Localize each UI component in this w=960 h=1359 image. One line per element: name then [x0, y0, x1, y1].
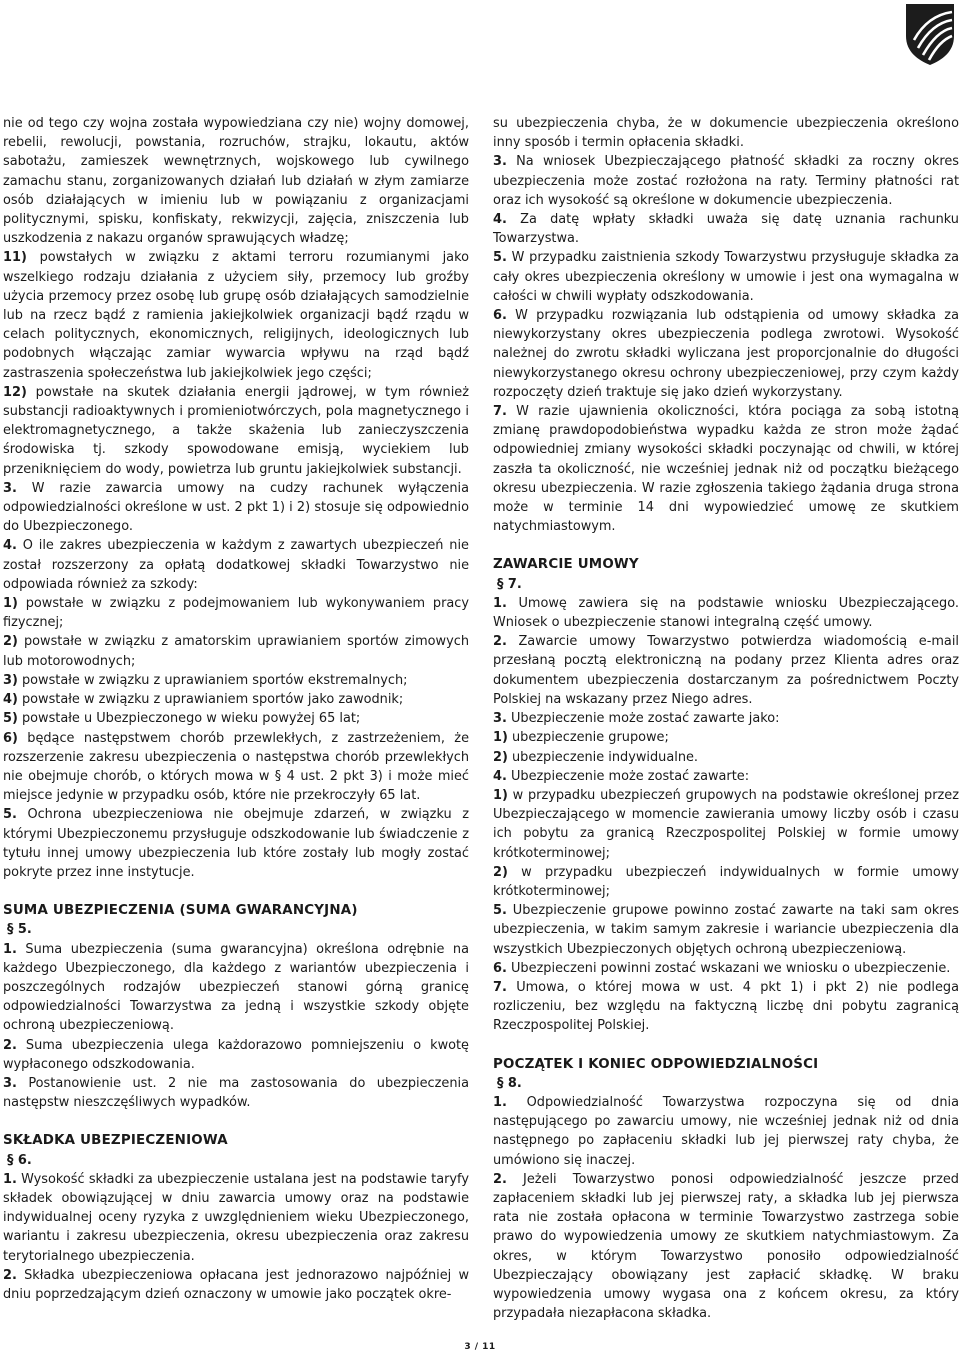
clause-number: 7.: [493, 979, 507, 995]
clause-text: Za datę wpłaty składki uważa się datę uznania rachunku Towarzystwa.: [493, 212, 959, 247]
clause-paragraph: [3, 536, 469, 594]
clause-number: 5.: [3, 807, 17, 823]
clause-paragraph: [3, 671, 469, 690]
clause-paragraph: [3, 479, 469, 537]
clause-text: nie od tego czy wojna została wypowiedziana czy nie) wojny domowej, rebelii, rewolucji, powstania, rozruchów, strajku, lokautu, aktów sabotażu, zamieszek wewnętrznych, wojskowego lub cywilnego zamachu stanu, zorganizowanych działań lub działań w złym zamiarze osób działających w imieniu lub w powiązaniu z organizacjami politycznymi, spisku, konfiskaty, rekwizycji, zajęcia, zniszczenia lub uszkodzenia z nakazu organów sprawujących władzę;: [3, 116, 469, 247]
clause-paragraph: [493, 709, 959, 728]
clause-paragraph: [3, 383, 469, 479]
clause-number: 3.: [493, 154, 507, 170]
clause-paragraph: [493, 978, 959, 1036]
clause-number: 4.: [493, 212, 507, 228]
page-number: 3 / 11: [464, 1342, 496, 1352]
clause-text: w przypadku ubezpieczeń indywidualnych w formie umowy krótkoterminowej;: [493, 864, 959, 899]
clause-text: Wysokość składki za ubezpieczenie ustalana jest na podstawie taryfy składek obowiązującej w dniu zawarcia umowy oraz na podstawie indywidualnej oceny ryzyka z uwzględnieniem wieku Ubezpieczonego, wariantu i zakresu ubezpieczenia, okresu ubezpieczenia oraz zakresu terytorialnego ubezpieczenia.: [3, 1171, 469, 1264]
clause-paragraph: [493, 748, 959, 767]
clause-text: ubezpieczenie grupowe;: [511, 730, 669, 746]
clause-paragraph: [3, 805, 469, 882]
clause-number: 6.: [493, 308, 507, 324]
clause-number: 6): [3, 730, 18, 746]
clause-paragraph: [493, 114, 959, 152]
clause-paragraph: [3, 114, 469, 248]
clause-number: 3.: [493, 711, 507, 727]
clause-number: 1): [493, 730, 508, 746]
clause-paragraph: [3, 632, 469, 670]
clause-paragraph: [493, 210, 959, 248]
clause-paragraph: [3, 690, 469, 709]
clause-paragraph: [493, 728, 959, 747]
clause-text: będące następstwem chorób przewlekłych, z zastrzeżeniem, że rozszerzenie zakresu ubezpieczenia o następstwa chorób przewlekłych nie obejmuje chorób, o których mowa w § 4 ust. 2 pkt 3) i może mieć miejsce jedynie w przypadku osób, które nie przekroczyły 65 lat.: [3, 730, 469, 804]
clause-number: 5.: [493, 250, 507, 266]
clause-text: W razie ujawnienia okoliczności, która pociąga za sobą istotną zmianę prawdopodobieństwa wypadku każda ze stron może żądać odpowiedniej zmiany wysokości składki poczynając od chwili, w której zaszła ta okoliczność, nie wcześniej jednak niż od początku bieżącego okresu ubezpieczenia. W razie zgłoszenia takiego żądania druga strona może w terminie 14 dni wypowiedzieć umowę ze skutkiem natychmiastowym.: [493, 404, 959, 535]
section-number: § 5.: [7, 922, 32, 938]
clause-paragraph: [493, 152, 959, 210]
clause-number: 3.: [3, 1075, 17, 1091]
clause-text: W razie zawarcia umowy na cudzy rachunek wyłączenia odpowiedzialności określone w ust. 2 pkt 1) i 2) stosuje się odpowiednio do Ubezpieczonego.: [3, 480, 469, 535]
clause-paragraph: [493, 863, 959, 901]
clause-number: 2.: [493, 1171, 507, 1187]
clause-number: 5.: [493, 903, 507, 919]
clause-text: Zawarcie umowy Towarzystwo potwierdza wiadomością e-mail przesłaną pocztą elektroniczną na podany przez Klienta adres oraz dokumentem ubezpieczenia dostarczanym za pośrednictwem Poczty Polskiej na wskazany przez Niego adres.: [493, 634, 959, 707]
clause-text: W przypadku zaistnienia szkody Towarzystwu przysługuje składka za cały okres ubezpieczenia określony w umowie i jest ona wymagalna w całości w chwili wypłaty odszkodowania.: [493, 250, 959, 304]
clause-paragraph: [493, 402, 959, 536]
clause-number: 1.: [3, 1171, 17, 1187]
clause-text: Umowę zawiera się na podstawie wniosku Ubezpieczającego. Wniosek o ubezpieczenie stanowi integralną część umowy.: [493, 595, 959, 631]
clause-number: 11): [3, 250, 27, 266]
clause-number: 2): [493, 749, 508, 765]
clause-paragraph: [493, 786, 959, 863]
clause-paragraph: [3, 1266, 469, 1304]
clause-paragraph: [493, 1170, 959, 1324]
clause-text: powstałe w związku z uprawianiem sportów ekstremalnych;: [21, 672, 408, 688]
clause-number: 2.: [3, 1267, 17, 1283]
clause-paragraph: [3, 940, 469, 1036]
clause-number: 3.: [3, 480, 17, 496]
clause-number: 4): [3, 692, 18, 708]
clause-number: 2.: [3, 1037, 17, 1053]
clause-number: 2.: [493, 634, 507, 650]
section-heading: ZAWARCIE UMOWY: [493, 557, 639, 573]
clause-text: Odpowiedzialność Towarzystwa rozpoczyna się od dnia następującego po zawarciu umowy, nie wcześniej jednak niż od dnia następnego po zapłaceniu składki lub jej pierwszej raty chyba, że umówiono się inaczej.: [493, 1094, 959, 1168]
section-heading: SKŁADKA UBEZPIECZENIOWA: [3, 1133, 228, 1149]
clause-number: 3): [3, 672, 18, 688]
clause-number: 7.: [493, 404, 507, 420]
clause-text: Suma ubezpieczenia (suma gwarancyjna) określona odrębnie na każdego Ubezpieczonego, dla każdego z wariantów ubezpieczenia i poszczególnych rodzajów ubezpieczeń stanowi górną granicę odpowiedzialności Towarzystwa za jedną i wszystkie szkody objęte ochroną ubezpieczeniową.: [3, 941, 469, 1034]
clause-number: 5): [3, 711, 18, 727]
section-number: § 8.: [497, 1075, 522, 1091]
clause-text: su ubezpieczenia chyba, że w dokumencie ubezpieczenia określono inny sposób i termin opłacenia składki.: [493, 116, 959, 151]
clause-paragraph: [3, 1074, 469, 1112]
section-heading: POCZĄTEK I KONIEC ODPOWIEDZIALNOŚCI: [493, 1056, 819, 1072]
clause-number: 6.: [493, 960, 507, 976]
clause-text: powstałe w związku z uprawianiem sportów jako zawodnik;: [21, 692, 404, 708]
clause-paragraph: [493, 901, 959, 959]
clause-text: Jeżeli Towarzystwo ponosi odpowiedzialność jeszcze przed zapłaceniem składki lub jej pierwszej raty, a składka lub jej pierwsza rata nie została opłacona w terminie Towarzystwo zastrzega sobie prawo do wypowiedzenia umowy ze skutkiem natychmiastowym. Za okres, w którym Towarzystwo ponosiło odpowiedzialność Ubezpieczający obowiązany jest zapłacić składkę. W braku wypowiedzenia umowy wygasa ona z końcem okresu, za który przypadała niezapłacona składka.: [493, 1171, 959, 1322]
clause-number: 1): [3, 596, 18, 612]
clause-text: Ubezpieczenie grupowe powinno zostać zawarte na taki sam okres ubezpieczenia, w takim samym zakresie i wariancie ubezpieczenia dla wszystkich Ubezpieczonych objętych ochroną ubezpieczeniową.: [493, 903, 959, 957]
clause-number: 4.: [493, 768, 507, 784]
clause-number: 1): [493, 787, 508, 803]
clause-paragraph: [493, 767, 959, 786]
clause-number: 1.: [493, 1094, 507, 1110]
clause-paragraph: [3, 248, 469, 382]
section-number: § 7.: [497, 576, 522, 592]
clause-number: 1.: [3, 941, 17, 957]
clause-paragraph: [493, 959, 959, 978]
clause-text: Ochrona ubezpieczeniowa nie obejmuje zdarzeń, w związku z którymi Ubezpieczonemu przysługuje odszkodowanie lub świadczenie z tytułu innej umowy ubezpieczenia lub które zostały lub mogły zostać pokryte przez inne instytucje.: [3, 807, 469, 880]
section-heading: SUMA UBEZPIECZENIA (SUMA GWARANCYJNA): [3, 903, 358, 919]
clause-text: powstałe u Ubezpieczonego w wieku powyżej 65 lat;: [21, 711, 361, 727]
clause-paragraph: [493, 248, 959, 306]
clause-paragraph: [493, 594, 959, 632]
clause-number: 4.: [3, 538, 17, 554]
clause-text: powstałe w związku z amatorskim uprawianiem sportów zimowych lub motorowodnych;: [3, 634, 469, 669]
clause-text: powstałe na skutek działania energii jądrowej, w tym również substancji radioaktywnych i promieniotwórczych, pola magnetycznego i elektromagnetycznego, a także skażenia lub zanieczyszczenia środowiska tj. szkody spowodowane emisją, wyciekiem lub przeniknięciem do wody, powietrza lub gruntu jakiejkolwiek substancji.: [3, 384, 469, 477]
clause-paragraph: [493, 1093, 959, 1170]
clause-text: O ile zakres ubezpieczenia w każdym z zawartych ubezpieczeń nie został rozszerzony za opłatą dodatkowej składki Towarzystwo nie odpowiada również za szkody:: [3, 538, 469, 592]
clause-text: powstałe w związku z podejmowaniem lub wykonywaniem pracy fizycznej;: [3, 596, 469, 631]
clause-number: 2): [3, 634, 18, 650]
left-column: [3, 114, 469, 1304]
clause-paragraph: [3, 709, 469, 728]
clause-paragraph: [3, 729, 469, 806]
clause-number: 12): [3, 384, 27, 400]
clause-text: Postanowienie ust. 2 nie ma zastosowania do ubezpieczenia następstw nieszczęśliwych wypadków.: [3, 1075, 469, 1111]
clause-text: Ubezpieczenie może zostać zawarte:: [510, 768, 750, 784]
clause-text: Na wniosek Ubezpieczającego płatność składki za roczny okres ubezpieczenia może zostać rozłożona na raty. Terminy płatności rat oraz ich wysokość są określone w dokumencie ubezpieczenia.: [493, 154, 959, 208]
clause-paragraph: [493, 306, 959, 402]
clause-paragraph: [3, 1036, 469, 1074]
clause-text: Składka ubezpieczeniowa opłacana jest jednorazowo najpóźniej w dniu poprzedzającym dzień oznaczony w umowie jako początek okre-: [3, 1267, 469, 1302]
section-number: § 6.: [7, 1152, 32, 1168]
clause-text: w przypadku ubezpieczeń grupowych na podstawie określonej przez Ubezpieczającego w momencie zawierania umowy liczby osób i czasu ich pobytu za granicą Rzeczpospolitej Polskiej w formie umowy krótkoterminowej;: [493, 787, 959, 861]
clause-text: Ubezpieczeni powinni zostać wskazani we wniosku o ubezpieczenie.: [510, 960, 951, 976]
clause-text: W przypadku rozwiązania lub odstąpienia od umowy składka za niewykorzystany okres ubezpieczenia podlega zwrotowi. Wysokość należnej do zwrotu składki wyliczana jest proporcjonalnie do długości niewykorzystanego okresu ochrony ubezpieczeniowej, przy czym każdy rozpoczęty dzień traktuje się jako dzień wykorzystany.: [493, 308, 959, 400]
clause-text: powstałych w związku z aktami terroru rozumianymi jako wszelkiego rodzaju działania z użyciem siły, przemocy lub groźby użycia przemocy przez osobę lub grupę osób działających samodzielnie lub na rzecz bądź z ramienia jakiejkolwiek organizacji bądź rządu w celach politycznych, ekonomicznych, religijnych, ideologicznych lub podobnych włączając zamiar wywarcia wpływu na rząd bądź zastraszenia społeczeństwa lub jakiejkolwiek jego części;: [3, 250, 469, 381]
clause-text: Ubezpieczenie może zostać zawarte jako:: [510, 711, 780, 727]
clause-paragraph: [3, 1170, 469, 1266]
clause-text: Suma ubezpieczenia ulega każdorazowo pomniejszeniu o kwotę wypłaconego odszkodowania.: [3, 1037, 469, 1072]
clause-text: Umowa, o której mowa w ust. 4 pkt 1) i pkt 2) nie podlega rozliczeniu, bez względu na faktyczną liczbę dni pobytu zagranicą Rzeczpospolitej Polskiej.: [493, 979, 959, 1034]
clause-paragraph: [3, 594, 469, 632]
company-logo-icon: [904, 2, 956, 66]
clause-number: 2): [493, 864, 508, 880]
clause-number: 1.: [493, 595, 507, 611]
right-column: [493, 114, 959, 1323]
clause-text: ubezpieczenie indywidualne.: [511, 749, 699, 765]
clause-paragraph: [493, 632, 959, 709]
